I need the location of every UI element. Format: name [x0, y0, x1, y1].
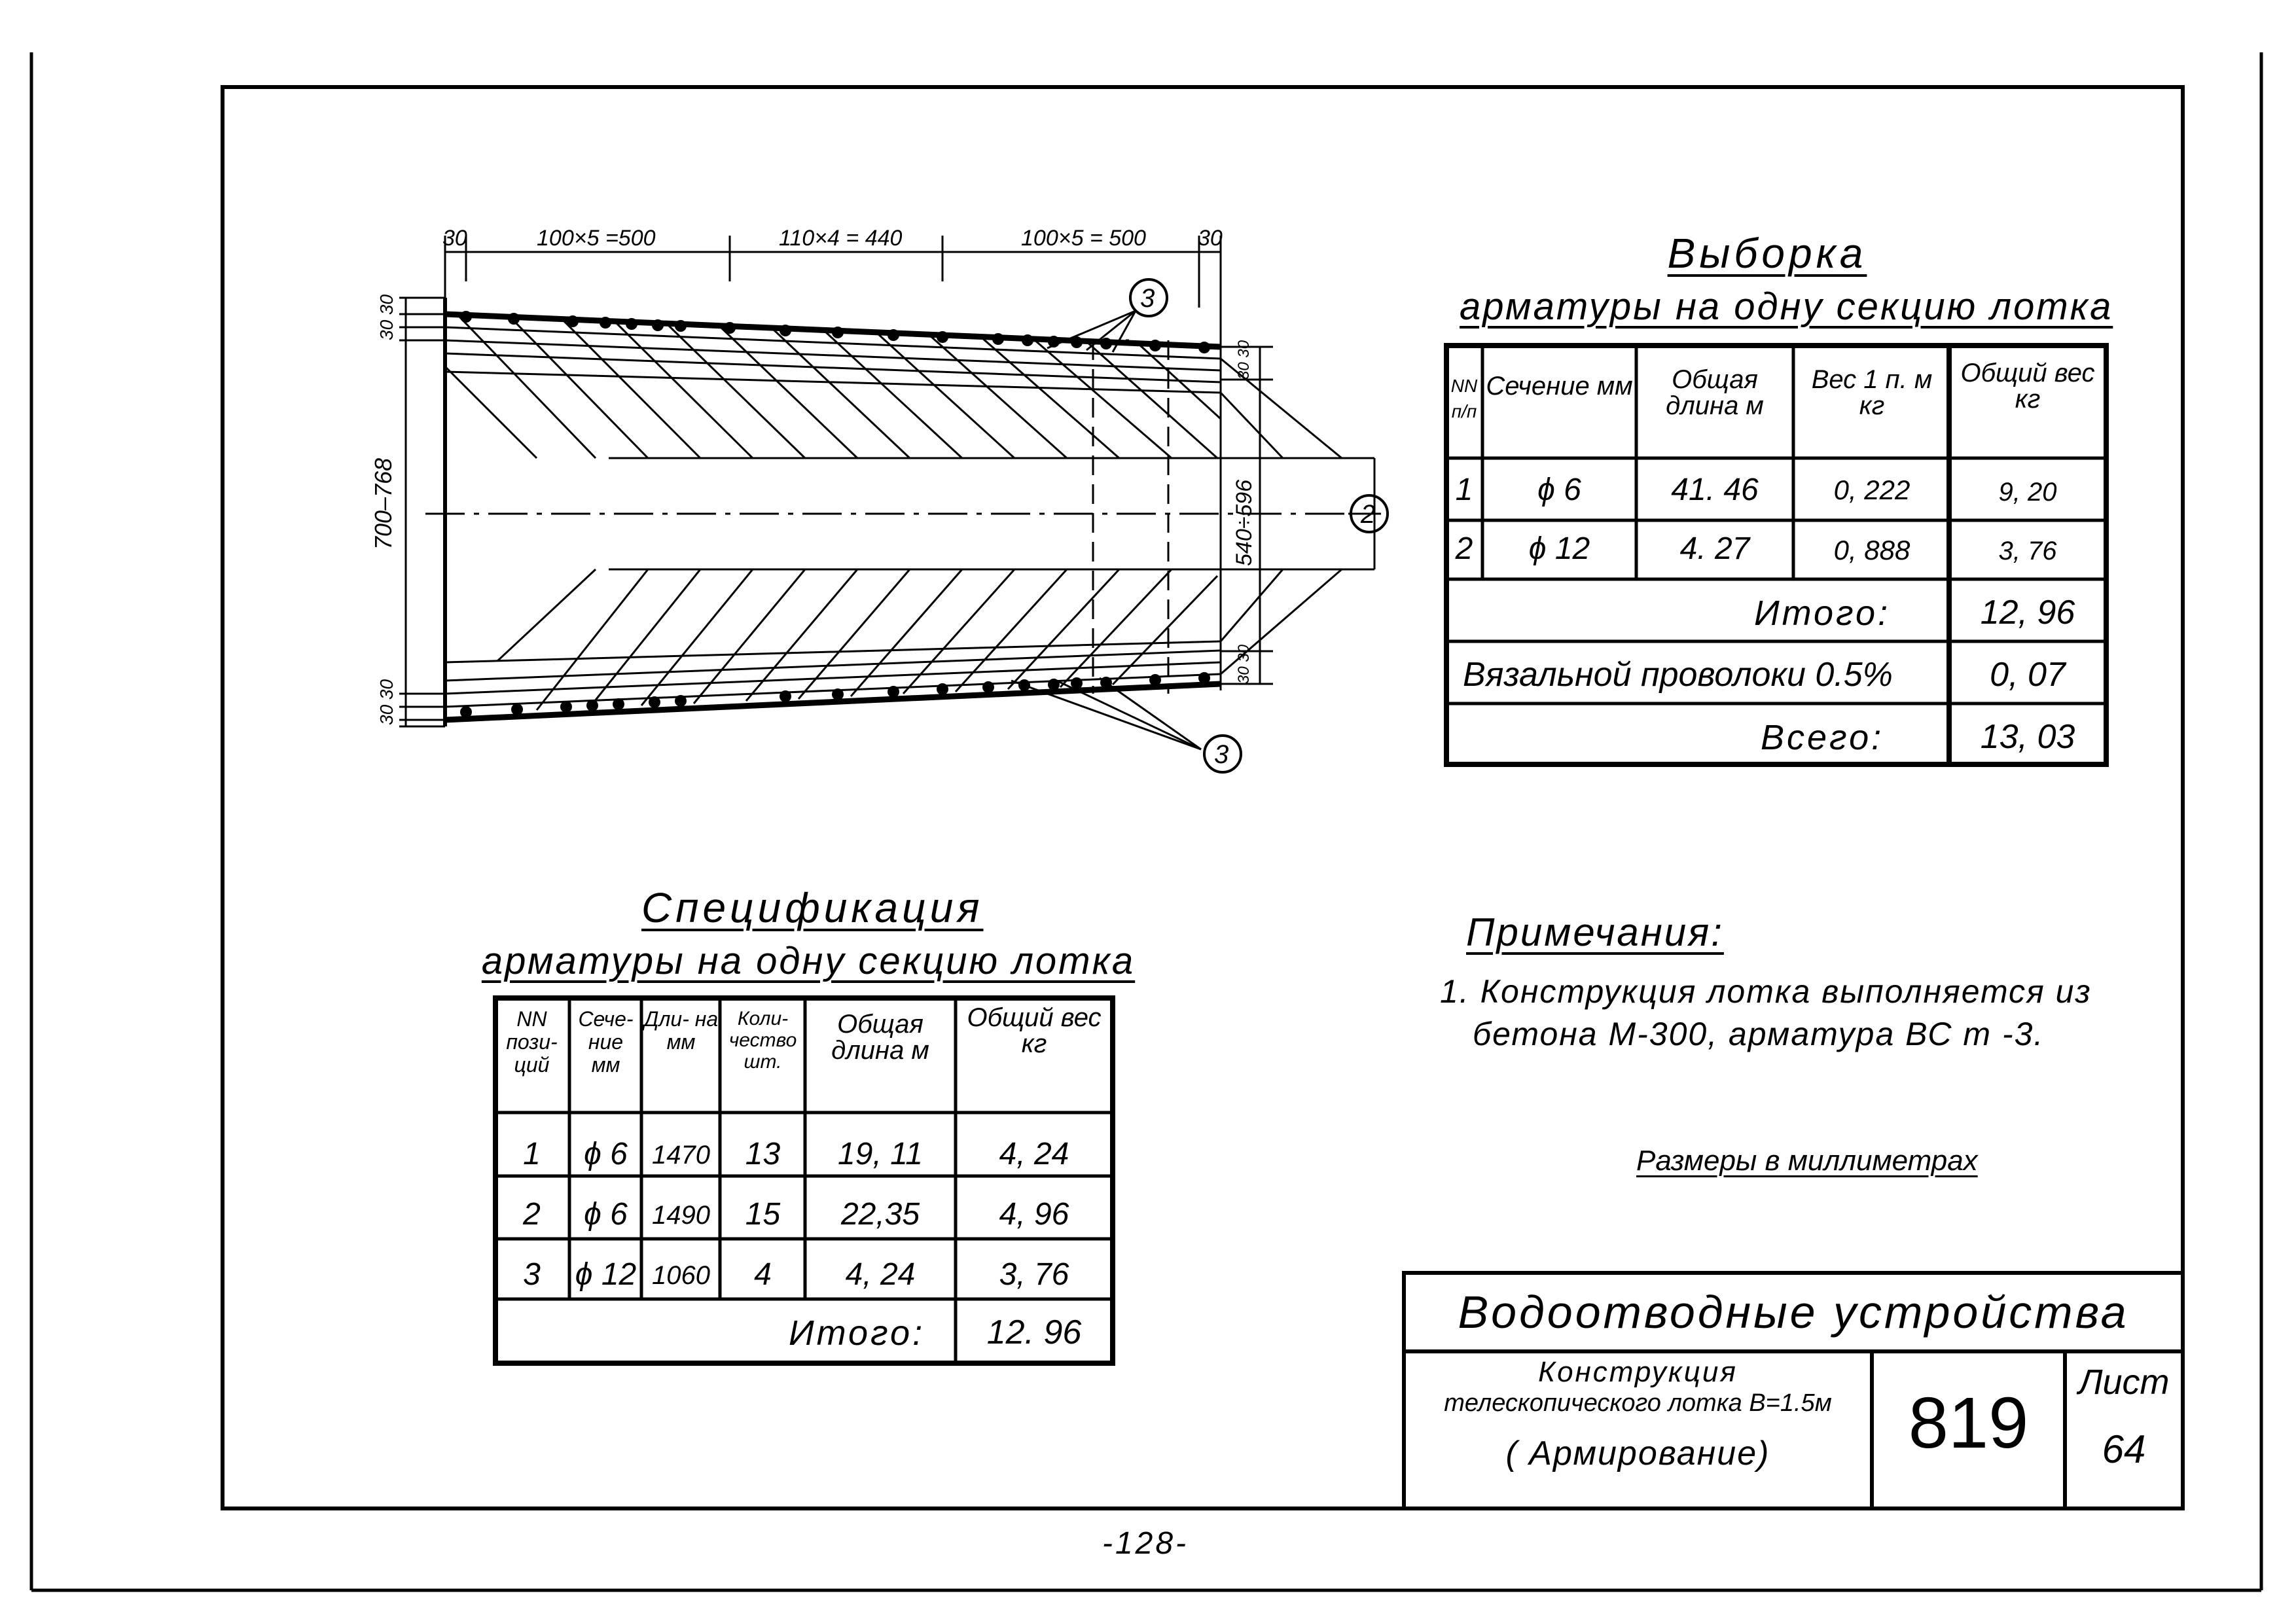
- callout-bottom-label: 3: [1214, 740, 1229, 769]
- specification-title: Спецификация: [641, 884, 984, 931]
- stamp-number: 819: [1908, 1383, 2029, 1463]
- spec-row2-total-length: 22,35: [840, 1197, 920, 1232]
- selection-grand-label: Всего:: [1761, 718, 1884, 757]
- selection-total-label: Итого:: [1754, 594, 1891, 633]
- stamp-title: Водоотводные устройства: [1458, 1287, 2129, 1338]
- spec-row3-length: 1060: [652, 1261, 710, 1290]
- dim-right-small-bottom: 30 30: [1235, 644, 1253, 684]
- spec-total-value: 12. 96: [986, 1313, 1082, 1351]
- selection-row2-unit-weight: 0, 888: [1833, 535, 1910, 565]
- selection-title: Выборка: [1667, 230, 1867, 277]
- selection-row2-length: 4. 27: [1679, 531, 1750, 566]
- dim-top-1: 30: [442, 226, 467, 251]
- stamp-desc3: ( Армирование): [1505, 1435, 1770, 1472]
- selection-header-length: Общая длина м: [1666, 365, 1764, 420]
- spec-row3-total-weight: 3, 76: [999, 1257, 1069, 1292]
- selection-total-value: 12, 96: [1980, 594, 2075, 632]
- selection-wire-label: Вязальной проволоки 0.5%: [1463, 656, 1893, 694]
- callout-right-label: 2: [1361, 500, 1376, 529]
- selection-row2-total-weight: 3, 76: [1998, 537, 2057, 565]
- page-number: -128-: [1102, 1526, 1189, 1561]
- spec-header-section: Сече- ние мм: [578, 1007, 634, 1077]
- spec-row1-total-weight: 4, 24: [999, 1137, 1069, 1171]
- stamp-sheet-number: 64: [2102, 1427, 2146, 1471]
- spec-row3-nn: 3: [523, 1257, 541, 1292]
- spec-row1-total-length: 19, 11: [838, 1137, 923, 1171]
- dim-top-4: 100×5 = 500: [1021, 226, 1146, 251]
- notes-line2: бетона М-300, арматура ВС т -3.: [1473, 1016, 2045, 1052]
- notes-line1: 1. Конструкция лотка выполняется из: [1440, 973, 2092, 1010]
- spec-header-length: Дли- на мм: [643, 1007, 719, 1054]
- dim-right-small-top: 30 30: [1235, 340, 1253, 380]
- stamp-desc2: телескопического лотка В=1.5м: [1444, 1389, 1832, 1417]
- selection-row1-total-weight: 9, 20: [1998, 478, 2057, 507]
- selection-row1-nn: 1: [1455, 473, 1473, 507]
- spec-header-count: Коли- чество шт.: [728, 1008, 797, 1073]
- dim-left-small-bottom: 30 30: [376, 679, 397, 725]
- spec-row1-section: ϕ 6: [584, 1137, 628, 1171]
- selection-grand-value: 13, 03: [1980, 718, 2075, 756]
- dim-top-5: 30: [1198, 226, 1223, 251]
- spec-header-total-weight: Общий вес кг: [967, 1003, 1102, 1058]
- specification-subtitle: арматуры на одну секцию лотка: [481, 940, 1136, 982]
- spec-row1-nn: 1: [523, 1137, 541, 1171]
- dim-height: 700–768: [370, 457, 397, 550]
- selection-row2-nn: 2: [1455, 531, 1473, 566]
- selection-header-section: Сечение мм: [1486, 372, 1633, 401]
- selection-row1-length: 41. 46: [1671, 473, 1759, 507]
- selection-wire-value: 0, 07: [1990, 656, 2066, 694]
- spec-row3-total-length: 4, 24: [845, 1257, 916, 1292]
- dim-top-3: 110×4 = 440: [779, 226, 903, 251]
- selection-header-unit-weight: Вес 1 п. м кг: [1811, 365, 1933, 420]
- selection-header-nn: NN п/п: [1450, 376, 1478, 422]
- spec-header-nn: NN пози- ций: [506, 1007, 558, 1077]
- spec-header-total-length: Общая длина м: [831, 1010, 929, 1065]
- callout-top-label: 3: [1140, 284, 1155, 313]
- selection-row2-section: ϕ 12: [1528, 531, 1590, 566]
- spec-row2-total-weight: 4, 96: [999, 1197, 1069, 1232]
- stamp-desc1: Конструкция: [1538, 1356, 1738, 1388]
- notes-units: Размеры в миллиметрах: [1636, 1145, 1978, 1177]
- stamp-sheet-label: Лист: [2078, 1363, 2170, 1402]
- notes-title: Примечания:: [1466, 910, 1724, 954]
- dim-top-2: 100×5 =500: [537, 226, 656, 251]
- spec-row2-nn: 2: [523, 1197, 541, 1232]
- selection-subtitle: арматуры на одну секцию лотка: [1460, 285, 2113, 328]
- selection-row1-section: ϕ 6: [1537, 473, 1581, 507]
- dim-left-small-top: 30 30: [376, 294, 397, 340]
- spec-row3-section: ϕ 12: [575, 1257, 637, 1292]
- selection-row1-unit-weight: 0, 222: [1833, 474, 1910, 505]
- dim-right-height: 540÷596: [1232, 479, 1257, 566]
- selection-header-total-weight: Общий вес кг: [1960, 359, 2095, 414]
- spec-row2-section: ϕ 6: [584, 1197, 628, 1232]
- spec-total-label: Итого:: [789, 1313, 925, 1353]
- spec-row1-count: 13: [745, 1137, 781, 1171]
- spec-row1-length: 1470: [652, 1141, 710, 1169]
- spec-row2-length: 1490: [652, 1201, 710, 1230]
- spec-row2-count: 15: [745, 1197, 781, 1232]
- spec-row3-count: 4: [754, 1257, 772, 1292]
